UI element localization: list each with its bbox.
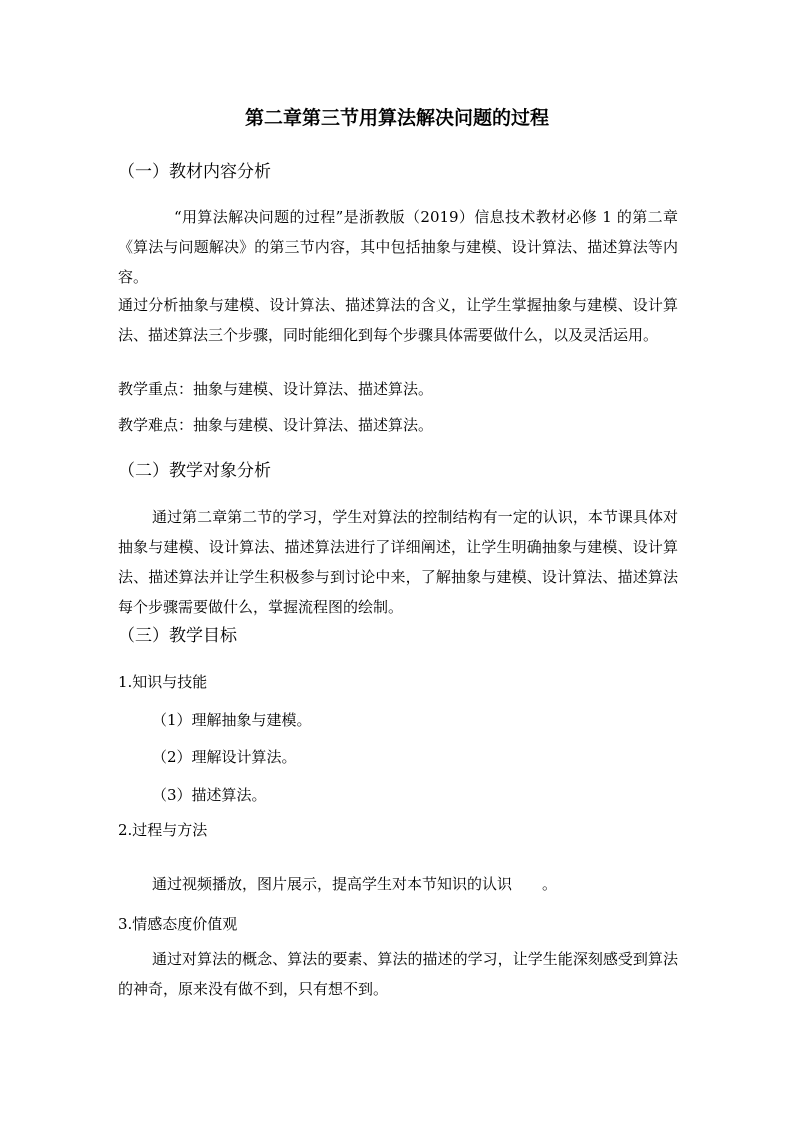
key-point-text: 教学重点：抽象与建模、设计算法、描述算法。 (118, 380, 434, 398)
paragraph-content-goals: 通过分析抽象与建模、设计算法、描述算法的含义，让学生掌握抽象与建模、设计算法、描述算法三个步骤，同时能细化到每个步骤具体需要做什么，以及灵活运用。 (118, 296, 678, 344)
paragraph-emotion-values: 通过对算法的概念、算法的要素、算法的描述的学习，让学生能深刻感受到算法的神奇，原来没有做不到，只有想不到。 (118, 950, 678, 998)
section-heading-content-analysis: （一）教材内容分析 (118, 162, 271, 182)
subheading-knowledge-skills: 1.知识与技能 (118, 673, 208, 691)
section-heading-student-analysis: （二）教学对象分析 (118, 461, 271, 481)
paragraph-content-intro: “用算法解决问题的过程”是浙教版（2019）信息技术教材必修 1 的第二章《算法与问题解决》的第三节内容，其中包括抽象与建模、设计算法、描述算法等内容。 (118, 208, 678, 286)
section-heading-teaching-goals: （三）教学目标 (118, 626, 237, 646)
difficult-point-text: 教学难点：抽象与建模、设计算法、描述算法。 (118, 416, 434, 434)
subheading-process-method: 2.过程与方法 (118, 821, 208, 839)
list-item: （1）理解抽象与建模。 (152, 711, 312, 729)
subheading-emotion-values: 3.情感态度价值观 (118, 915, 238, 933)
list-item: （3）描述算法。 (152, 786, 267, 804)
process-method-text: 通过视频播放，图片展示，提高学生对本节知识的认识 。 (152, 875, 558, 893)
document-title: 第二章第三节用算法解决问题的过程 (244, 107, 549, 129)
list-item: （2）理解设计算法。 (152, 748, 297, 766)
paragraph-student-analysis: 通过第二章第二节的学习，学生对算法的控制结构有一定的认识，本节课具体对抽象与建模、设计算法、描述算法进行了详细阐述，让学生明确抽象与建模、设计算法、描述算法并让学生积极参与到讨论中来，了解抽象与建模、设计算法、描述算法每个步骤需要做什么，掌握流程图的绘制。 (118, 508, 678, 616)
